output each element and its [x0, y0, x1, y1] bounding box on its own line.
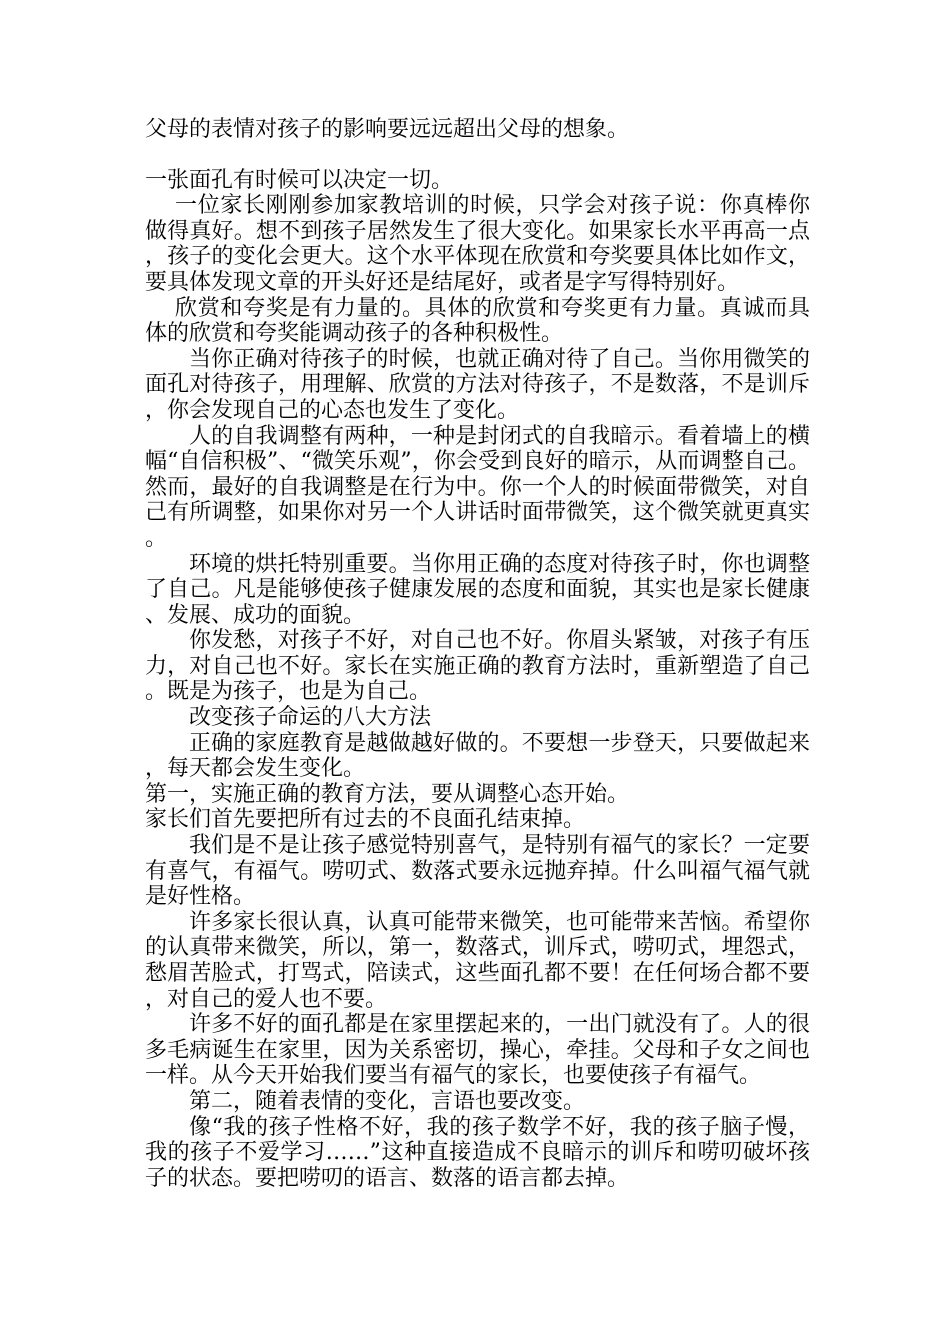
paragraph-praise-power: 欣赏和夸奖是有力量的。具体的欣赏和夸奖更有力量。真诚而具体的欣赏和夸奖能调动孩子的各种积极性。: [145, 295, 810, 347]
paragraph-self-adjustment: 人的自我调整有两种，一种是封闭式的自我暗示。看着墙上的横幅“自信积极”、“微笑乐观”，你会受到良好的暗示，从而调整自己。然而，最好的自我调整是在行为中。你一个人的时候面带微笑，对自己有所调整，如果你对另一个人讲话时面带微笑，这个微笑就更真实。: [145, 423, 810, 551]
paragraph-fortune: 我们是不是让孩子感觉特别喜气，是特别有福气的家长？一定要有喜气，有福气。唠叨式、数落式要永远抛弃掉。什么叫福气福气就是好性格。: [145, 833, 810, 910]
point-two-heading: 第二，随着表情的变化，言语也要改变。: [189, 1088, 586, 1114]
paragraph-faces-at-home: 许多不好的面孔都是在家里摆起来的，一出门就没有了。人的很多毛病诞生在家里，因为关系密切，操心，牵挂。父母和子女之间也一样。从今天开始我们要当有福气的家长，也要使孩子有福气。: [145, 1012, 810, 1089]
paragraph-one-face: 一张面孔有时候可以决定一切。: [145, 167, 454, 193]
paragraph-family-education: 正确的家庭教育是越做越好做的。不要想一步登天，只要做起来，每天都会发生变化。: [145, 730, 810, 782]
paragraph-treat-child: 当你正确对待孩子的时候，也就正确对待了自己。当你用微笑的面孔对待孩子，用理解、欣赏的方法对待孩子，不是数落，不是训斥，你会发现自己的心态也发生了变化。: [145, 346, 810, 423]
section-heading-eight-methods: 改变孩子命运的八大方法: [189, 705, 432, 731]
paragraph-intro: 父母的表情对孩子的影响要远远超出父母的想象。: [145, 117, 630, 142]
point-one-heading: 第一，实施正确的教育方法，要从调整心态开始。: [145, 781, 630, 807]
paragraph-serious-parents: 许多家长很认真，认真可能带来微笑，也可能带来苦恼。希望你的认真带来微笑，所以，第一，数落式，训斥式，唠叨式，埋怨式，愁眉苦脸式，打骂式，陪读式，这些面孔都不要！在任何场合都不要，对自己的爱人也不要。: [145, 909, 810, 1012]
paragraph-bad-suggestions: 像“我的孩子性格不好，我的孩子数学不好，我的孩子脑子慢，我的孩子不爱学习……”这种直接造成不良暗示的训斥和唠叨破坏孩子的状态。要把唠叨的语言、数落的语言都去掉。: [145, 1114, 810, 1191]
paragraph-training-parent: 一位家长刚刚参加家教培训的时候，只学会对孩子说：你真棒你做得真好。想不到孩子居然发生了很大变化。如果家长水平再高一点，孩子的变化会更大。这个水平体现在欣赏和夸奖要具体比如作文，要具体发现文章的开头好还是结尾好，或者是字写得特别好。: [145, 193, 810, 295]
paragraph-environment: 环境的烘托特别重要。当你用正确的态度对待孩子时，你也调整了自己。凡是能够使孩子健康发展的态度和面貌，其实也是家长健康、发展、成功的面貌。: [145, 551, 810, 628]
body-text: [145, 117, 810, 1191]
paragraph-end-bad-faces: 家长们首先要把所有过去的不良面孔结束掉。: [145, 807, 586, 833]
paragraph-worry: 你发愁，对孩子不好，对自己也不好。你眉头紧皱，对孩子有压力，对自己也不好。家长在实施正确的教育方法时，重新塑造了自己。既是为孩子，也是为自己。: [145, 628, 810, 705]
